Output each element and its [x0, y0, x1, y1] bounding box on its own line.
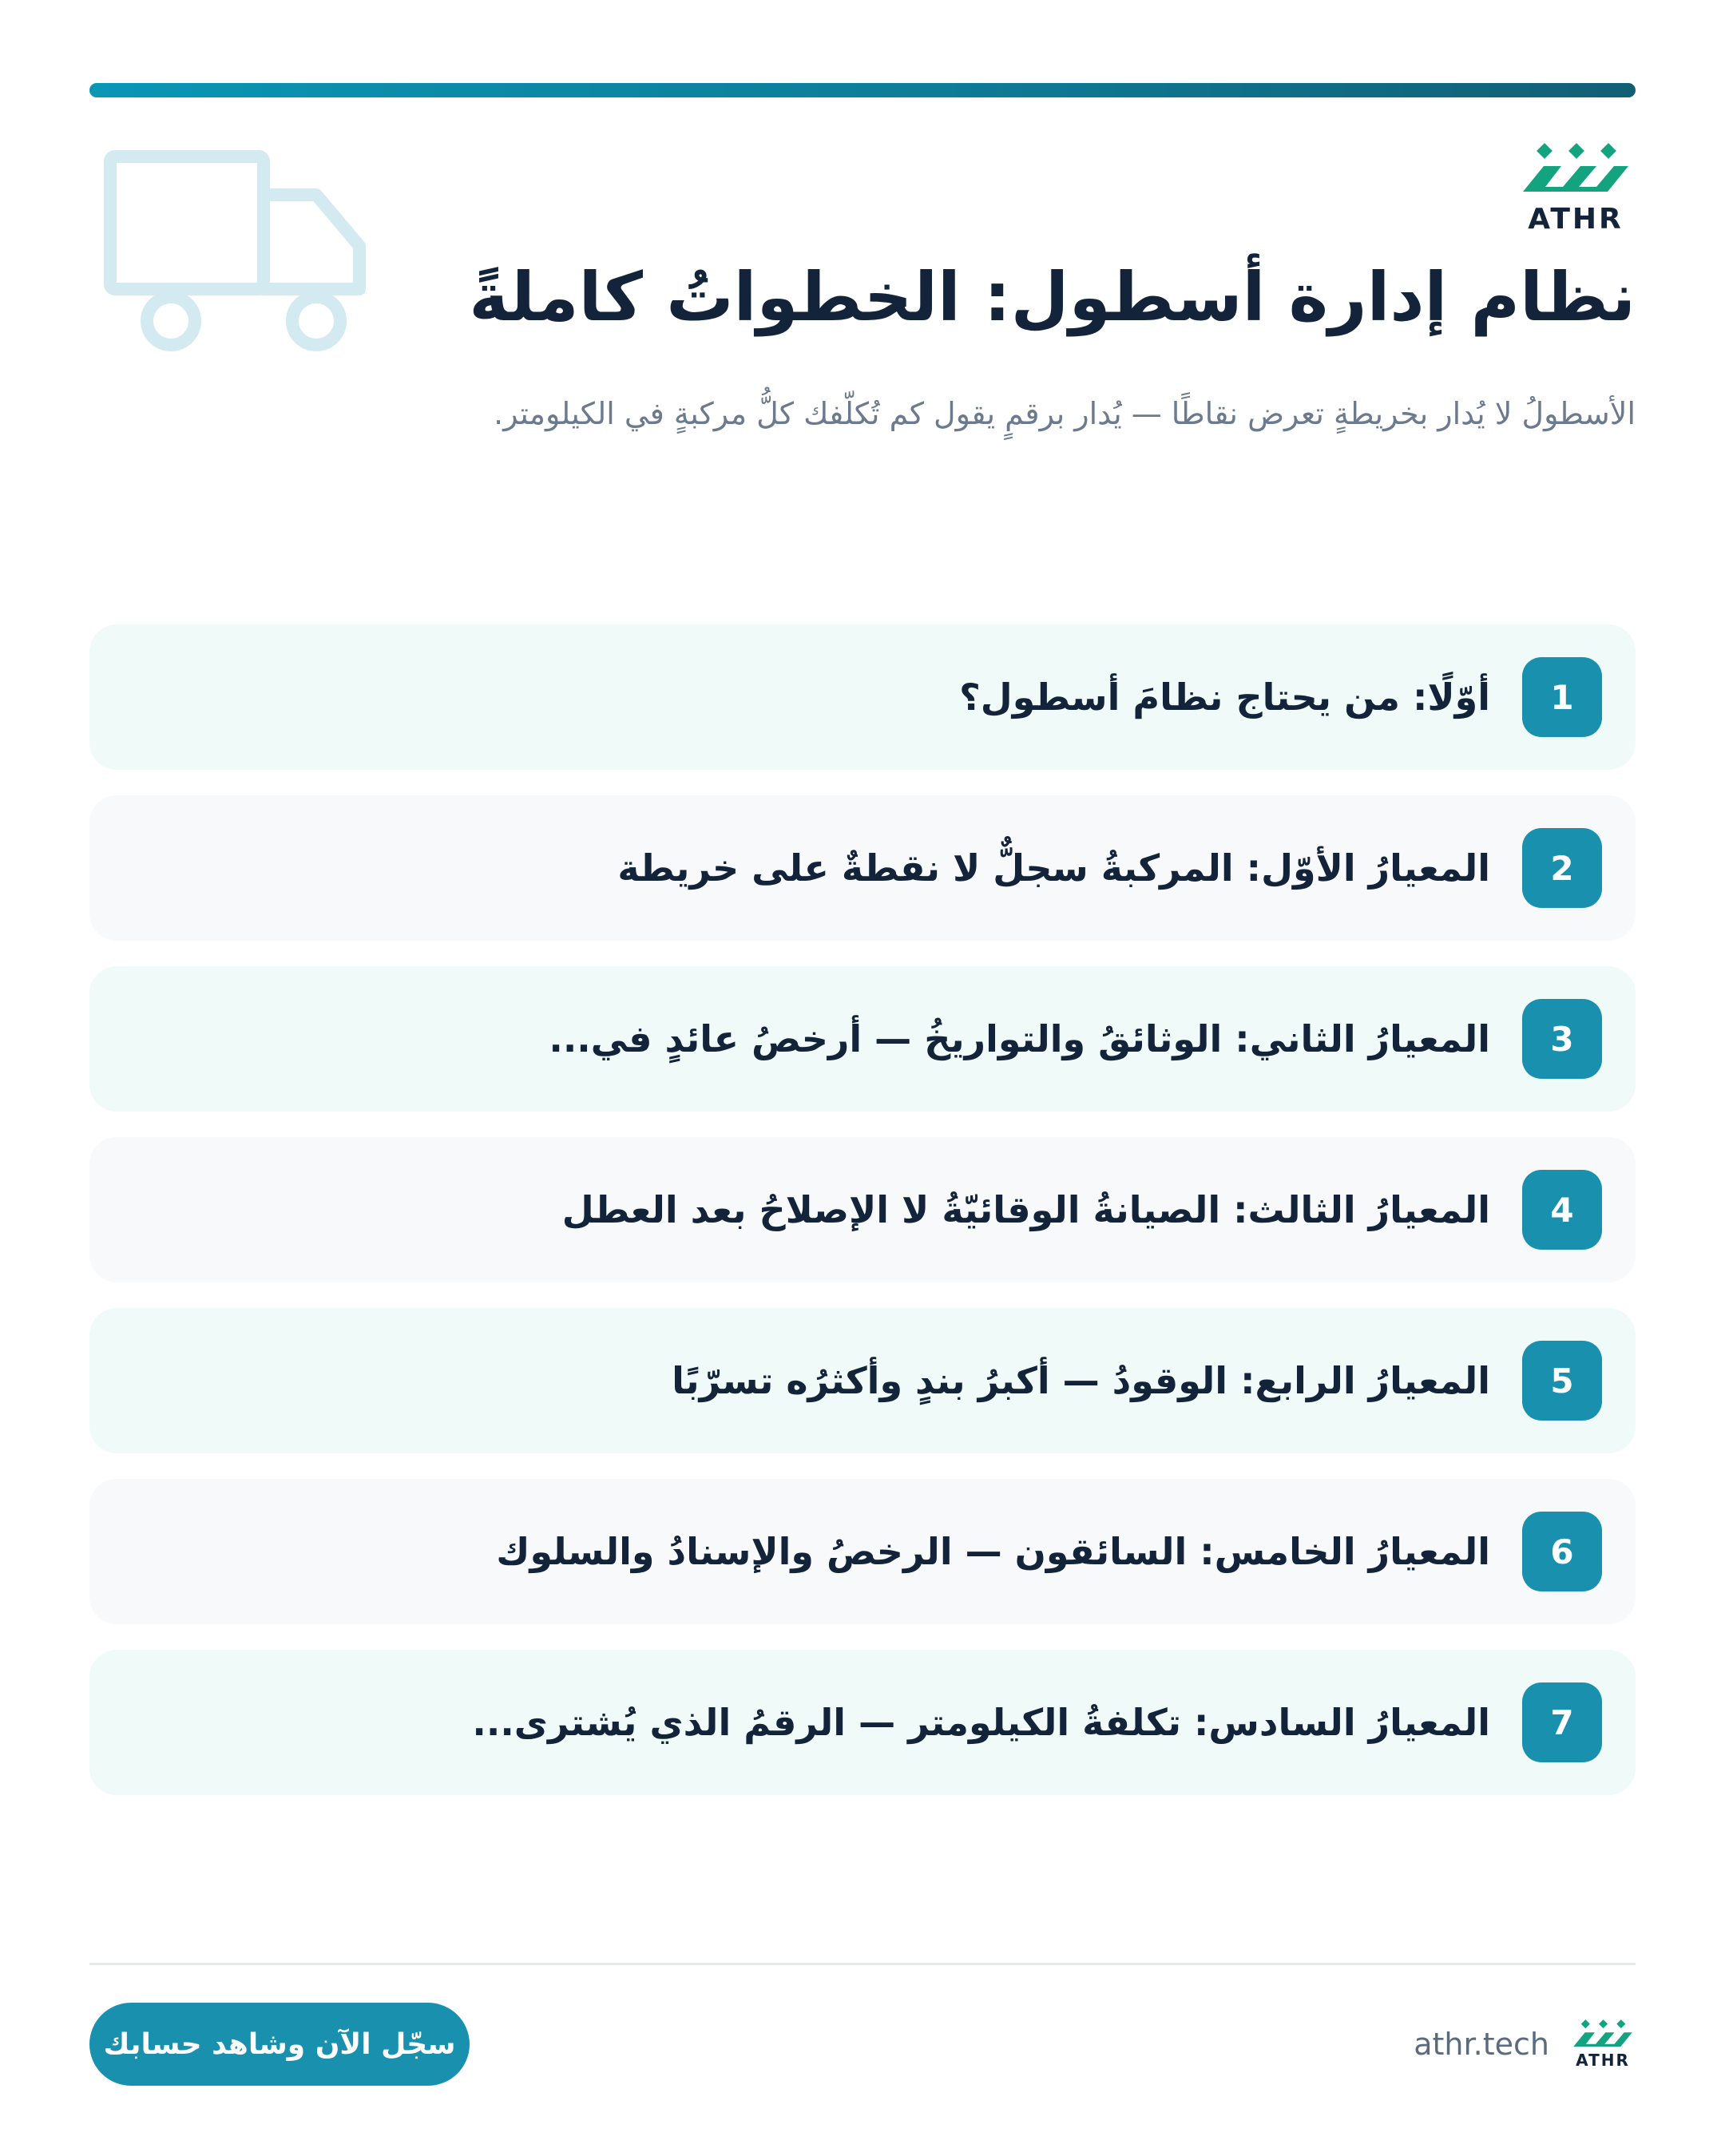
step-number-badge: 5: [1522, 1341, 1602, 1421]
step-title: المعيارُ الثالث: الصيانةُ الوقائيّةُ لا الإصلاحُ بعد العطل: [561, 1188, 1490, 1231]
step-item[interactable]: [89, 1308, 1636, 1453]
page-subtitle: الأسطولُ لا يُدار بخريطةٍ تعرض نقاطًا — يُدار برقمٍ يقول كم تُكلّفك كلُّ مركبةٍ في الكيلومتر.: [494, 396, 1636, 431]
logo-text: ATHR: [1528, 203, 1624, 236]
footer-divider: [89, 1963, 1636, 1965]
step-title: المعيارُ الرابع: الوقودُ — أكبرُ بندٍ وأكثرُه تسرّبًا: [672, 1359, 1490, 1402]
step-item[interactable]: [89, 1137, 1636, 1282]
athr-logo: [1516, 142, 1636, 236]
footer-logo-text: ATHR: [1576, 2051, 1630, 2070]
step-item[interactable]: [89, 966, 1636, 1112]
step-title: المعيارُ السادس: تكلفةُ الكيلومتر — الرقمُ الذي يُشترى...: [472, 1701, 1490, 1744]
step-number-badge: 3: [1522, 999, 1602, 1079]
step-item[interactable]: [89, 795, 1636, 941]
step-title: المعيارُ الخامس: السائقون — الرخصُ والإسنادُ والسلوك: [496, 1530, 1490, 1573]
step-item[interactable]: [89, 1479, 1636, 1624]
site-link[interactable]: athr.tech: [1414, 2027, 1549, 2062]
step-number-badge: 4: [1522, 1170, 1602, 1250]
athr-logo-mark-icon: [1572, 2019, 1634, 2051]
step-number-badge: 2: [1522, 828, 1602, 908]
footer-logo: [1570, 2019, 1636, 2070]
athr-logo-mark-icon: [1520, 142, 1632, 198]
step-item[interactable]: [89, 1650, 1636, 1795]
footer-brand: [1414, 2012, 1636, 2076]
page-title: نظام إدارة أسطول: الخطواتُ كاملةً: [469, 258, 1636, 336]
truck-icon: [102, 149, 374, 356]
step-number-badge: 1: [1522, 657, 1602, 737]
signup-button[interactable]: سجّل الآن وشاهد حسابك: [89, 2003, 470, 2086]
steps-list: [89, 624, 1636, 1821]
step-title: أوّلًا: من يحتاج نظامَ أسطول؟: [959, 676, 1490, 719]
top-accent-bar: [89, 83, 1636, 97]
step-number-badge: 7: [1522, 1682, 1602, 1762]
step-title: المعيارُ الأوّل: المركبةُ سجلٌّ لا نقطةٌ على خريطة: [617, 846, 1490, 890]
step-title: المعيارُ الثاني: الوثائقُ والتواريخُ — أرخصُ عائدٍ في...: [549, 1017, 1490, 1060]
step-item[interactable]: [89, 624, 1636, 770]
step-number-badge: 6: [1522, 1512, 1602, 1591]
